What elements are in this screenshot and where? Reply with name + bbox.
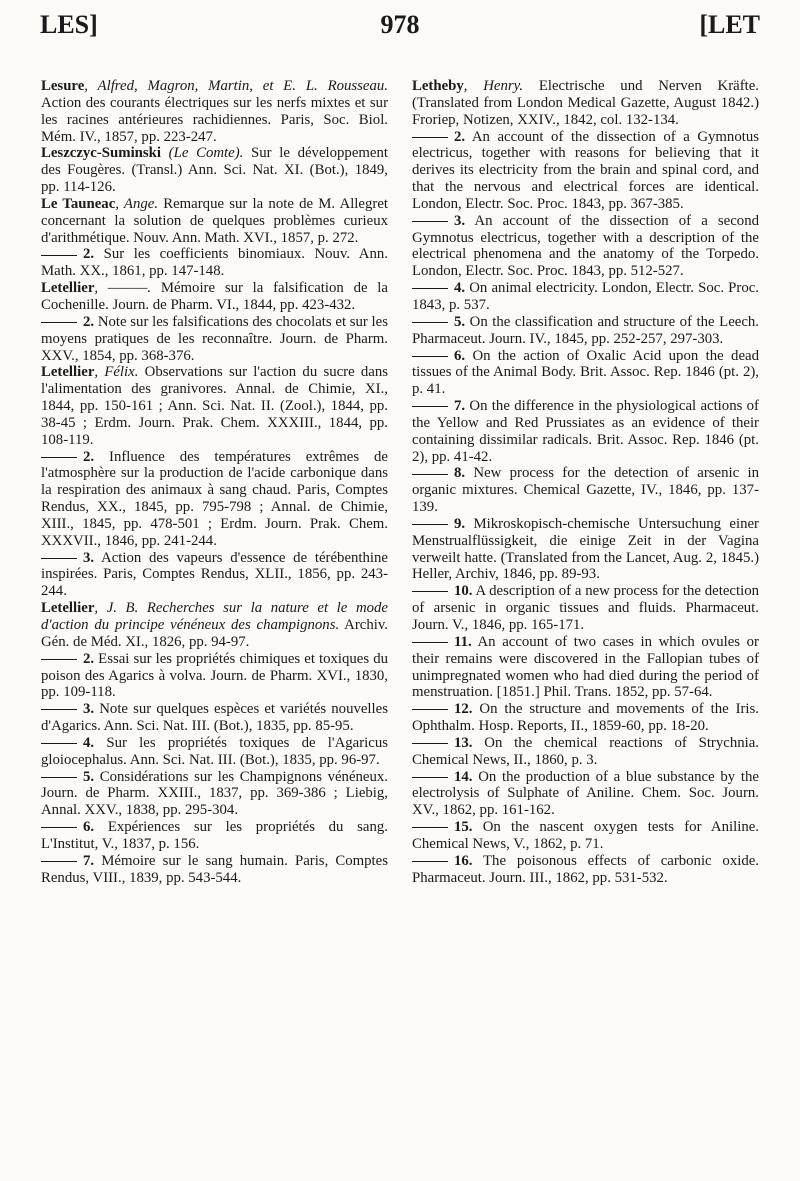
bib-entry: 3. An account of the dissection of a second Gymnotus electricus, together with a description of the electrical phenomena and the anatomy of the Torpedo. London, Electr. Soc. Proc. 1843, pp. 512-527. — [412, 212, 759, 280]
ditto-dash — [412, 827, 448, 828]
ditto-dash — [41, 659, 77, 660]
ditto-dash — [41, 255, 77, 256]
ditto-dash — [412, 137, 448, 138]
bib-entry: Lesure, Alfred, Magron, Martin, et E. L. Rousseau. Action des courants électriques sur les nerfs mixtes et sur les racines antérieures rachidiennes. Paris, Soc. Biol. Mém. IV., 1857, pp. 223-247. — [41, 78, 388, 145]
bib-entry: Le Tauneac, Ange. Remarque sur la note de M. Allegret concernant la solution de quelques problèmes curieux d'arithmétique. Nouv. Ann. Math. XVI., 1857, p. 272. — [41, 195, 388, 246]
bib-entry: Letellier, ———. Mémoire sur la falsification de la Cochenille. Journ. de Pharm. VI., 1844, pp. 423-432. — [41, 280, 388, 313]
bib-entry: 5. On the classification and structure of the Leech. Pharmaceut. Journ. IV., 1845, pp. 252-257, 297-303. — [412, 313, 759, 347]
bib-entry: Letellier, Félix. Observations sur l'action du sucre dans l'alimentation des granivores. Annal. de Chimie, XI., 1844, pp. 150-161 ; Ann. Sci. Nat. II. (Zool.), 1844, pp. 38-45 ; Erdm. Journ. Prak. Chem. XXXIII., 1844, pp. 108-119. — [41, 364, 389, 448]
ditto-dash — [412, 524, 448, 525]
bib-entry: 2. An account of the dissection of a Gymnotus electricus, together with reasons for believing that it derives its electricity from the brain and spinal cord, and that the nervous and electrical forces are identical. London, Electr. Soc. Proc. 1843, pp. 367-385. — [412, 128, 759, 212]
ditto-dash — [41, 709, 77, 710]
header-right: [LET — [699, 10, 760, 39]
bib-entry: 16. The poisonous effects of carbonic oxide. Pharmaceut. Journ. III., 1862, pp. 531-532. — [412, 852, 759, 886]
ditto-dash — [412, 743, 448, 744]
bib-entry: 2. Sur les coefficients binomiaux. Nouv. Ann. Math. XX., 1861, pp. 147-148. — [41, 246, 388, 280]
bib-entry: Letheby, Henry. Electrische und Nerven Kräfte. (Translated from London Medical Gazette, August 1842.) Froriep, Notizen, XXIV., 1842, col. 132-134. — [412, 78, 759, 128]
bib-entry: 4. On animal electricity. London, Electr. Soc. Proc. 1843, p. 537. — [412, 280, 759, 313]
bib-entry: Letellier, J. B. Recherches sur la nature et le mode d'action du principe vénéneux des champignons. Archiv. Gén. de Méd. XI., 1826, pp. 94-97. — [41, 600, 388, 650]
bib-entry: 2. Influence des températures extrêmes de l'atmosphère sur la production de l'acide carbonique dans la respiration des animaux à sang chaud. Paris, Comptes Rendus, XX., 1845, pp. 795-798 ; Annal. de Chimie, XIII., 1845, pp. 478-501 ; Erdm. Journ. Prak. Chem. XXXVII., 1846, pp. 241-244. — [41, 448, 388, 549]
bib-entry: 8. New process for the detection of arsenic in organic mixtures. Chemical Gazette, IV., 1846, pp. 137-139. — [412, 465, 759, 516]
bib-entry: 7. Mémoire sur le sang humain. Paris, Comptes Rendus, VIII., 1839, pp. 543-544. — [41, 852, 388, 886]
ditto-dash — [412, 322, 448, 323]
ditto-dash — [412, 777, 448, 778]
ditto-dash — [412, 474, 448, 475]
ditto-dash — [412, 221, 448, 222]
bib-entry: 11. An account of two cases in which ovules or their remains were discovered in the Fallopian tubes of unimpregnated women who had died during the period of menstruation. [1851.] Phil. Trans. 1852, pp. 57-64. — [412, 633, 759, 701]
bib-entry: 4. Sur les propriétés toxiques de l'Agaricus gloiocephalus. Ann. Sci. Nat. III. (Bot.), 1835, pp. 96-97. — [41, 734, 388, 768]
bib-entry: 6. Expériences sur les propriétés du sang. L'Institut, V., 1837, p. 156. — [41, 819, 388, 852]
ditto-dash — [41, 322, 77, 323]
bib-entry: 10. A description of a new process for the detection of arsenic in organic tissues and fluids. Pharmaceut. Journ. V., 1846, pp. 165-171. — [412, 583, 759, 633]
ditto-dash — [41, 827, 77, 828]
ditto-dash — [41, 743, 77, 744]
bib-entry: 13. On the chemical reactions of Strychnia. Chemical News, II., 1860, p. 3. — [412, 734, 759, 768]
running-header — [40, 10, 760, 50]
bib-entry: 5. Considérations sur les Champignons vénéneux. Journ. de Pharm. XXIII., 1837, pp. 369-386 ; Liebig, Annal. XXV., 1838, pp. 295-304. — [41, 768, 388, 819]
ditto-dash — [412, 861, 448, 862]
bib-entry: 6. On the action of Oxalic Acid upon the dead tissues of the Animal Body. Brit. Assoc. Rep. 1846 (pt. 2), p. 41. — [412, 347, 759, 398]
bib-entry: 15. On the nascent oxygen tests for Aniline. Chemical News, V., 1862, p. 71. — [412, 819, 759, 852]
bib-entry: 3. Action des vapeurs d'essence de térébenthine inspirées. Paris, Comptes Rendus, XLII., 1856, pp. 243-244. — [41, 549, 388, 600]
ditto-dash — [412, 591, 448, 592]
ditto-dash — [412, 288, 448, 289]
bib-entry: Leszczyc-Suminski (Le Comte). Sur le développement des Fougères. (Transl.) Ann. Sci. Nat. XI. (Bot.), 1849, pp. 114-126. — [41, 145, 388, 196]
ditto-dash — [412, 356, 448, 357]
bib-entry: 3. Note sur quelques espèces et variétés nouvelles d'Agarics. Ann. Sci. Nat. III. (Bot.), 1835, pp. 85-95. — [41, 701, 388, 735]
ditto-dash — [412, 406, 448, 407]
ditto-dash — [412, 642, 448, 643]
page-number: 978 — [380, 10, 420, 39]
bib-entry: 7. On the difference in the physiological actions of the Yellow and Red Prussiates as an evidence of their containing dissimilar radicals. Brit. Assoc. Rep. 1846 (pt. 2), pp. 41-42. — [412, 398, 759, 465]
bib-entry: 12. On the structure and movements of the Iris. Ophthalm. Hosp. Reports, II., 1859-60, pp. 18-20. — [412, 701, 759, 735]
ditto-dash — [41, 861, 77, 862]
bib-entry: 14. On the production of a blue substance by the electrolysis of Sulphate of Aniline. Chem. Soc. Journ. XV., 1862, pp. 161-162. — [412, 768, 759, 819]
ditto-dash — [41, 457, 77, 458]
header-left: LES] — [40, 10, 98, 39]
bib-entry: 2. Note sur les falsifications des chocolats et sur les moyens pratiques de les reconnaître. Journ. de Pharm. XXV., 1854, pp. 368-376. — [41, 313, 388, 364]
bib-entry: 9. Mikroskopisch-chemische Untersuchung einer Menstrualflüssigkeit, die einige Zeit in der Vagina verweilt hatte. (Translated from the Lancet, Aug. 2, 1845.) Heller, Archiv, 1846, pp. 89-93. — [412, 515, 759, 583]
ditto-dash — [41, 777, 77, 778]
bib-entry: 2. Essai sur les propriétés chimiques et toxiques du poison des Agarics à volva. Journ. de Pharm. XVI., 1830, pp. 109-118. — [41, 650, 388, 701]
ditto-dash — [412, 709, 448, 710]
right-column — [412, 78, 759, 887]
left-column — [41, 78, 388, 887]
ditto-dash — [41, 558, 77, 559]
